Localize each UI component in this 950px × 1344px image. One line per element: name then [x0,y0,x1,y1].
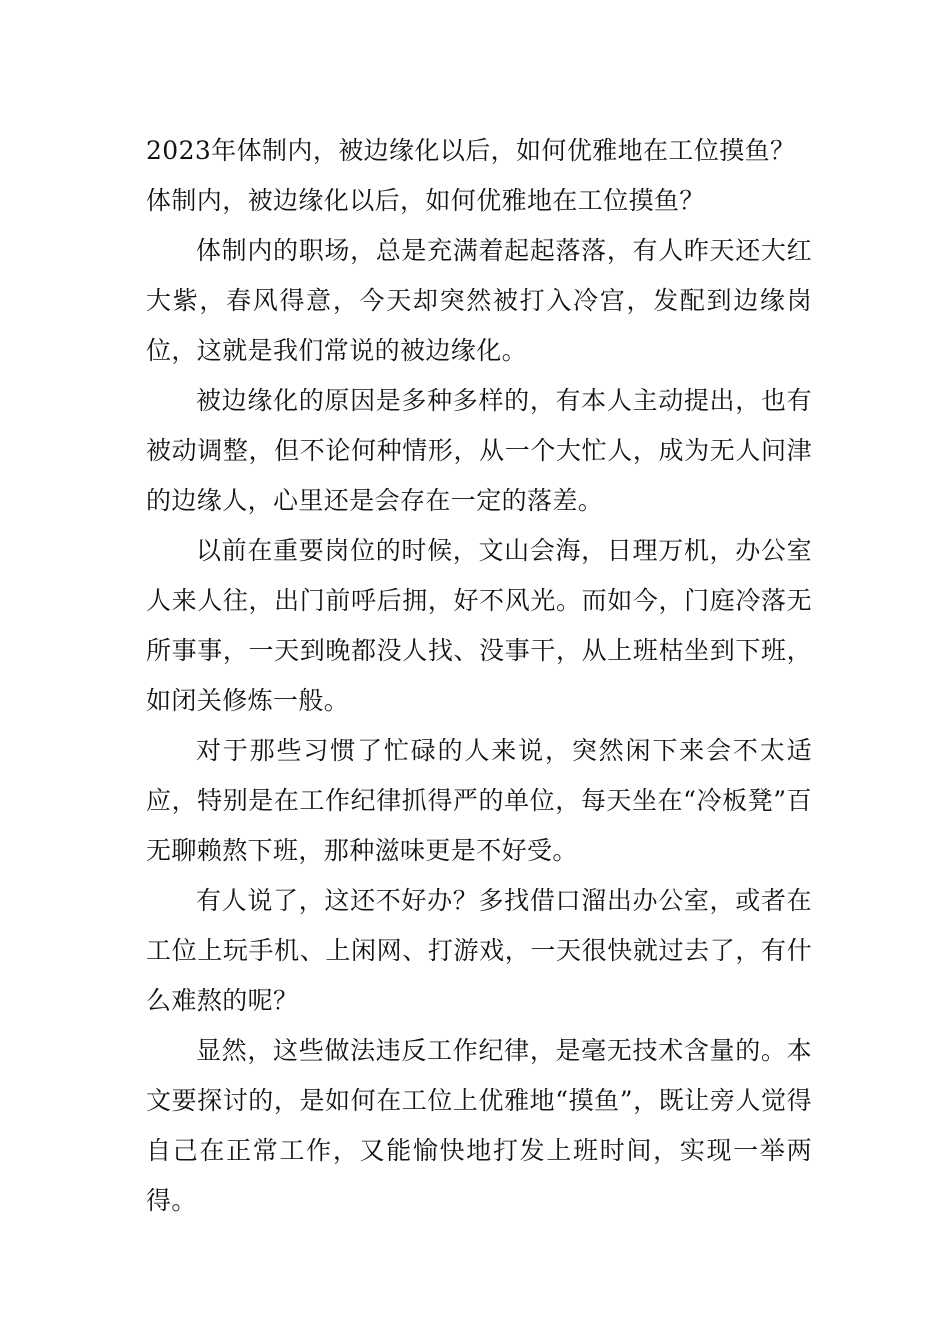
document-title: 2023年体制内，被边缘化以后，如何优雅地在工位摸鱼？ [146,136,796,165]
paragraph-3: 以前在重要岗位的时候，文山会海，日理万机，办公室人来人往，出门前呼后拥，好不风光。而如今，门庭冷落无所事事，一天到晚都没人找、没事干，从上班枯坐到下班，如闭关修炼一般。 [146,536,812,715]
paragraph-4: 对于那些习惯了忙碌的人来说，突然闲下来会不太适应，特别是在工作纪律抓得严的单位，每天坐在“冷板凳”百无聊赖熬下班，那种滋味更是不好受。 [146,736,812,865]
paragraph-6: 显然，这些做法违反工作纪律，是毫无技术含量的。本文要探讨的，是如何在工位上优雅地“摸鱼”，既让旁人觉得自己在正常工作，又能愉快地打发上班时间，实现一举两得。 [146,1036,812,1215]
paragraph-1: 体制内的职场，总是充满着起起落落，有人昨天还大红大紫，春风得意，今天却突然被打入冷宫，发配到边缘岗位，这就是我们常说的被边缘化。 [146,236,812,365]
document-body [146,126,812,1226]
paragraph-5: 有人说了，这还不好办？多找借口溜出办公室，或者在工位上玩手机、上闲网、打游戏，一天很快就过去了，有什么难熬的呢？ [146,886,812,1015]
document-subtitle: 体制内，被边缘化以后，如何优雅地在工位摸鱼？ [146,186,705,215]
paragraph-2: 被边缘化的原因是多种多样的，有本人主动提出，也有被动调整，但不论何种情形，从一个大忙人，成为无人问津的边缘人，心里还是会存在一定的落差。 [146,386,812,515]
